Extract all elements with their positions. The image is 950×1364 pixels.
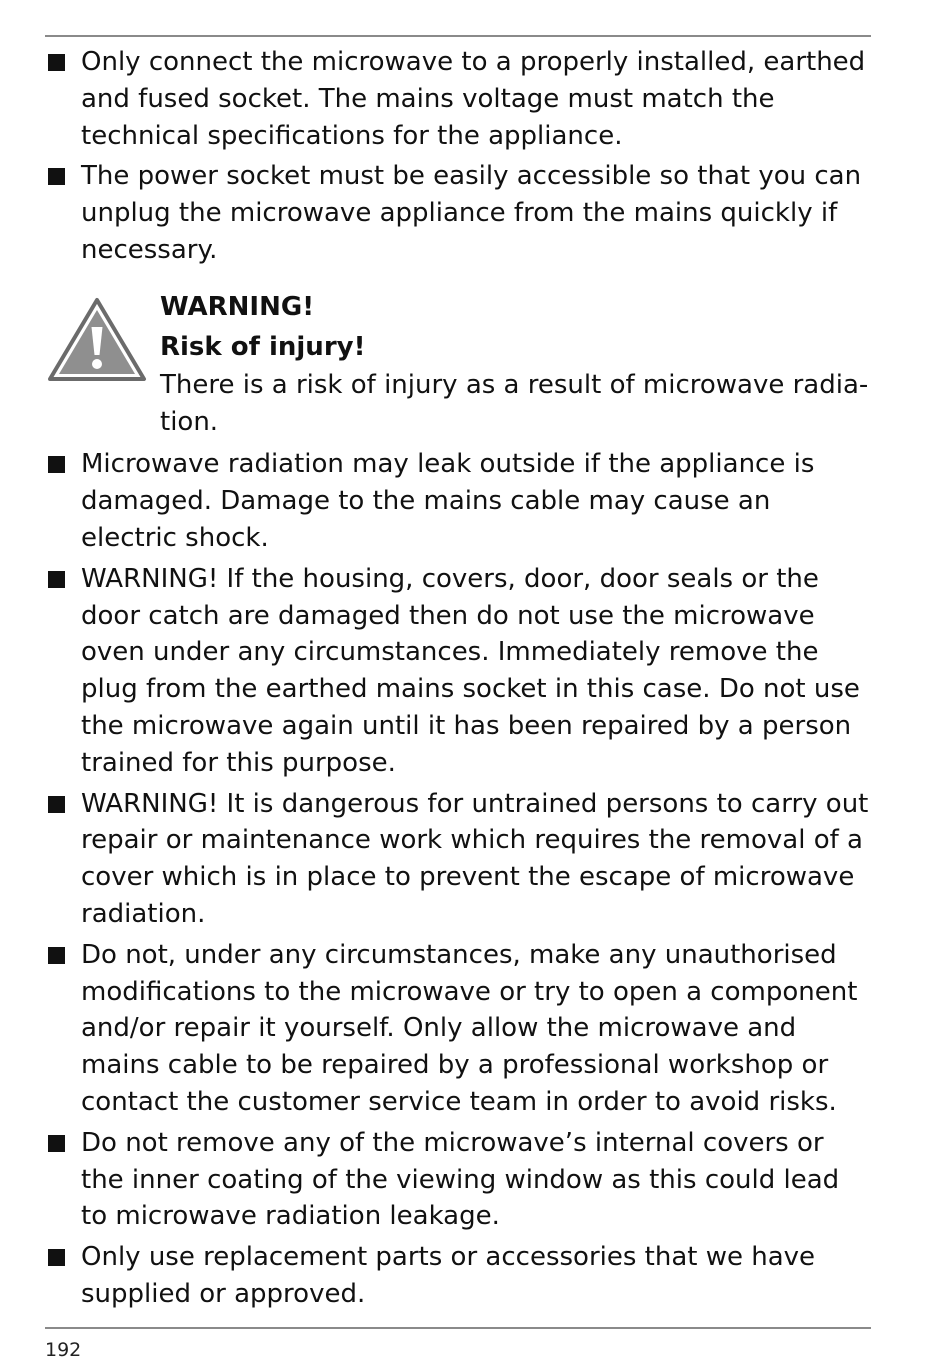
list-item (45, 786, 871, 933)
square-bullet-icon (48, 571, 65, 588)
bottom-divider (45, 1327, 871, 1329)
list-item-text: WARNING! It is dangerous for untrained persons to carry out repair or maintenance work which requires the removal of a cover which is in place to prevent the escape of microwave radiation. (81, 788, 869, 929)
warning-text: There is a risk of injury as a result of microwave radiation. (160, 369, 869, 437)
square-bullet-icon (48, 1249, 65, 1266)
square-bullet-icon (48, 796, 65, 813)
list-item (45, 937, 871, 1121)
warning-block (45, 287, 871, 441)
list-item (45, 44, 871, 154)
warning-triangle-icon (47, 297, 147, 383)
warning-title: WARNING! (160, 291, 315, 322)
list-item (45, 561, 871, 782)
list-item-text: Only use replacement parts or accessories that we have supplied or approved. (81, 1242, 816, 1309)
square-bullet-icon (48, 1135, 65, 1152)
list-item-text: Do not, under any circumstances, make any unauthorised modifications to the microwave or try to open a component and/or repair it yourself. Only allow the microwave and mains cable to be repaired by a professional workshop or contact the customer service team in order to avoid risks. (81, 939, 858, 1117)
list-item-text: The power socket must be easily accessible so that you can unplug the microwave appliance from the mains quickly if necessary. (81, 161, 862, 265)
page-number: 192 (45, 1339, 82, 1361)
list-item (45, 158, 871, 268)
warning-subtitle: Risk of injury! (160, 331, 366, 362)
square-bullet-icon (48, 54, 65, 71)
top-divider (45, 35, 871, 37)
square-bullet-icon (48, 456, 65, 473)
list-item (45, 446, 871, 556)
list-item (45, 1125, 871, 1235)
safety-instructions (45, 44, 871, 1317)
list-item (45, 1239, 871, 1313)
list-item-text: Only connect the microwave to a properly installed, earthed and fused socket. The mains voltage must match the technical specifications for the appliance. (81, 47, 866, 151)
list-item-text: Microwave radiation may leak outside if the appliance is damaged. Damage to the mains cable may cause an electric shock. (81, 449, 815, 553)
list-item-text: Do not remove any of the microwave’s internal covers or the inner coating of the viewing window as this could lead to microwave radiation leakage. (81, 1127, 840, 1232)
list-item-text: WARNING! If the housing, covers, door, door seals or the door catch are damaged then do not use the microwave oven under any circumstances. Immediately remove the plug from the earthed mains socket in this case. Do not use the microwave again until it has been repaired by a person trained for this purpose. (81, 563, 860, 778)
square-bullet-icon (48, 168, 65, 185)
square-bullet-icon (48, 947, 65, 964)
